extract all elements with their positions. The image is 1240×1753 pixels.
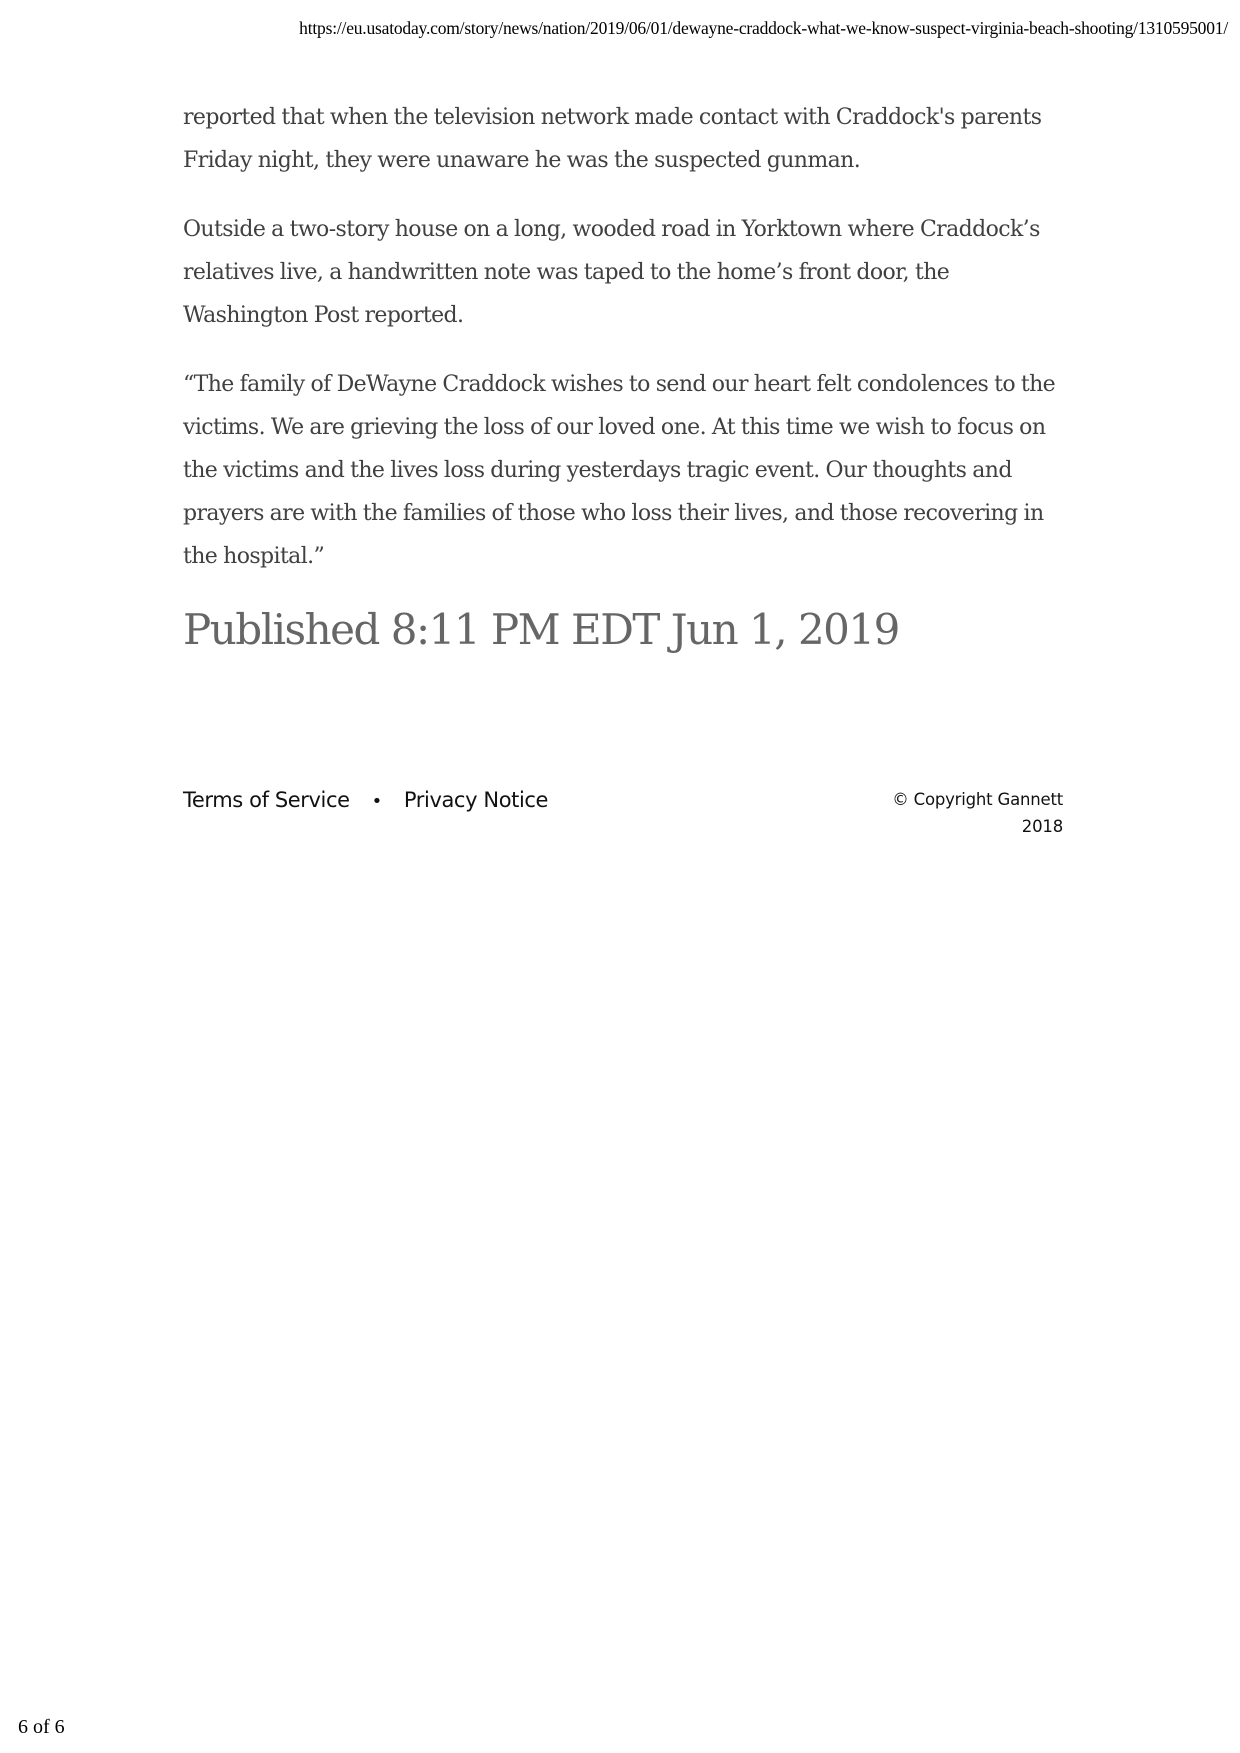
footer-links <box>183 788 548 812</box>
page-url: https://eu.usatoday.com/story/news/nation/2019/06/01/dewayne-craddock-what-we-know-suspect-virginia-beach-shooting/1310595001/ <box>299 18 1228 38</box>
published-timestamp: Published 8:11 PM EDT Jun 1, 2019 <box>183 605 899 654</box>
article-body <box>183 96 1063 656</box>
privacy-notice-link[interactable]: Privacy Notice <box>403 788 549 812</box>
page-indicator: 6 of 6 <box>18 1716 65 1738</box>
separator-dot: • <box>371 791 382 812</box>
article-paragraph: “The family of DeWayne Craddock wishes to send our heart felt condolences to the victims. We are grieving the loss of our loved one. At this time we wish to focus on the victims and the lives loss during yesterdays tragic event. Our thoughts and prayers are with the families of those who loss their lives, and those recovering in the hospital.” <box>183 372 1056 569</box>
copyright-year: 2018 <box>1021 817 1063 836</box>
copyright-text: © Copyright Gannett <box>892 790 1063 809</box>
terms-of-service-link[interactable]: Terms of Service <box>183 788 350 812</box>
page-footer <box>183 788 1063 848</box>
copyright-notice <box>892 786 1063 840</box>
article-paragraph: Outside a two-story house on a long, wooded road in Yorktown where Craddock’s relatives live, a handwritten note was taped to the home’s front door, the Washington Post reported. <box>183 217 1040 328</box>
article-paragraph: reported that when the television network made contact with Craddock's parents Friday night, they were unaware he was the suspected gunman. <box>183 105 1042 173</box>
